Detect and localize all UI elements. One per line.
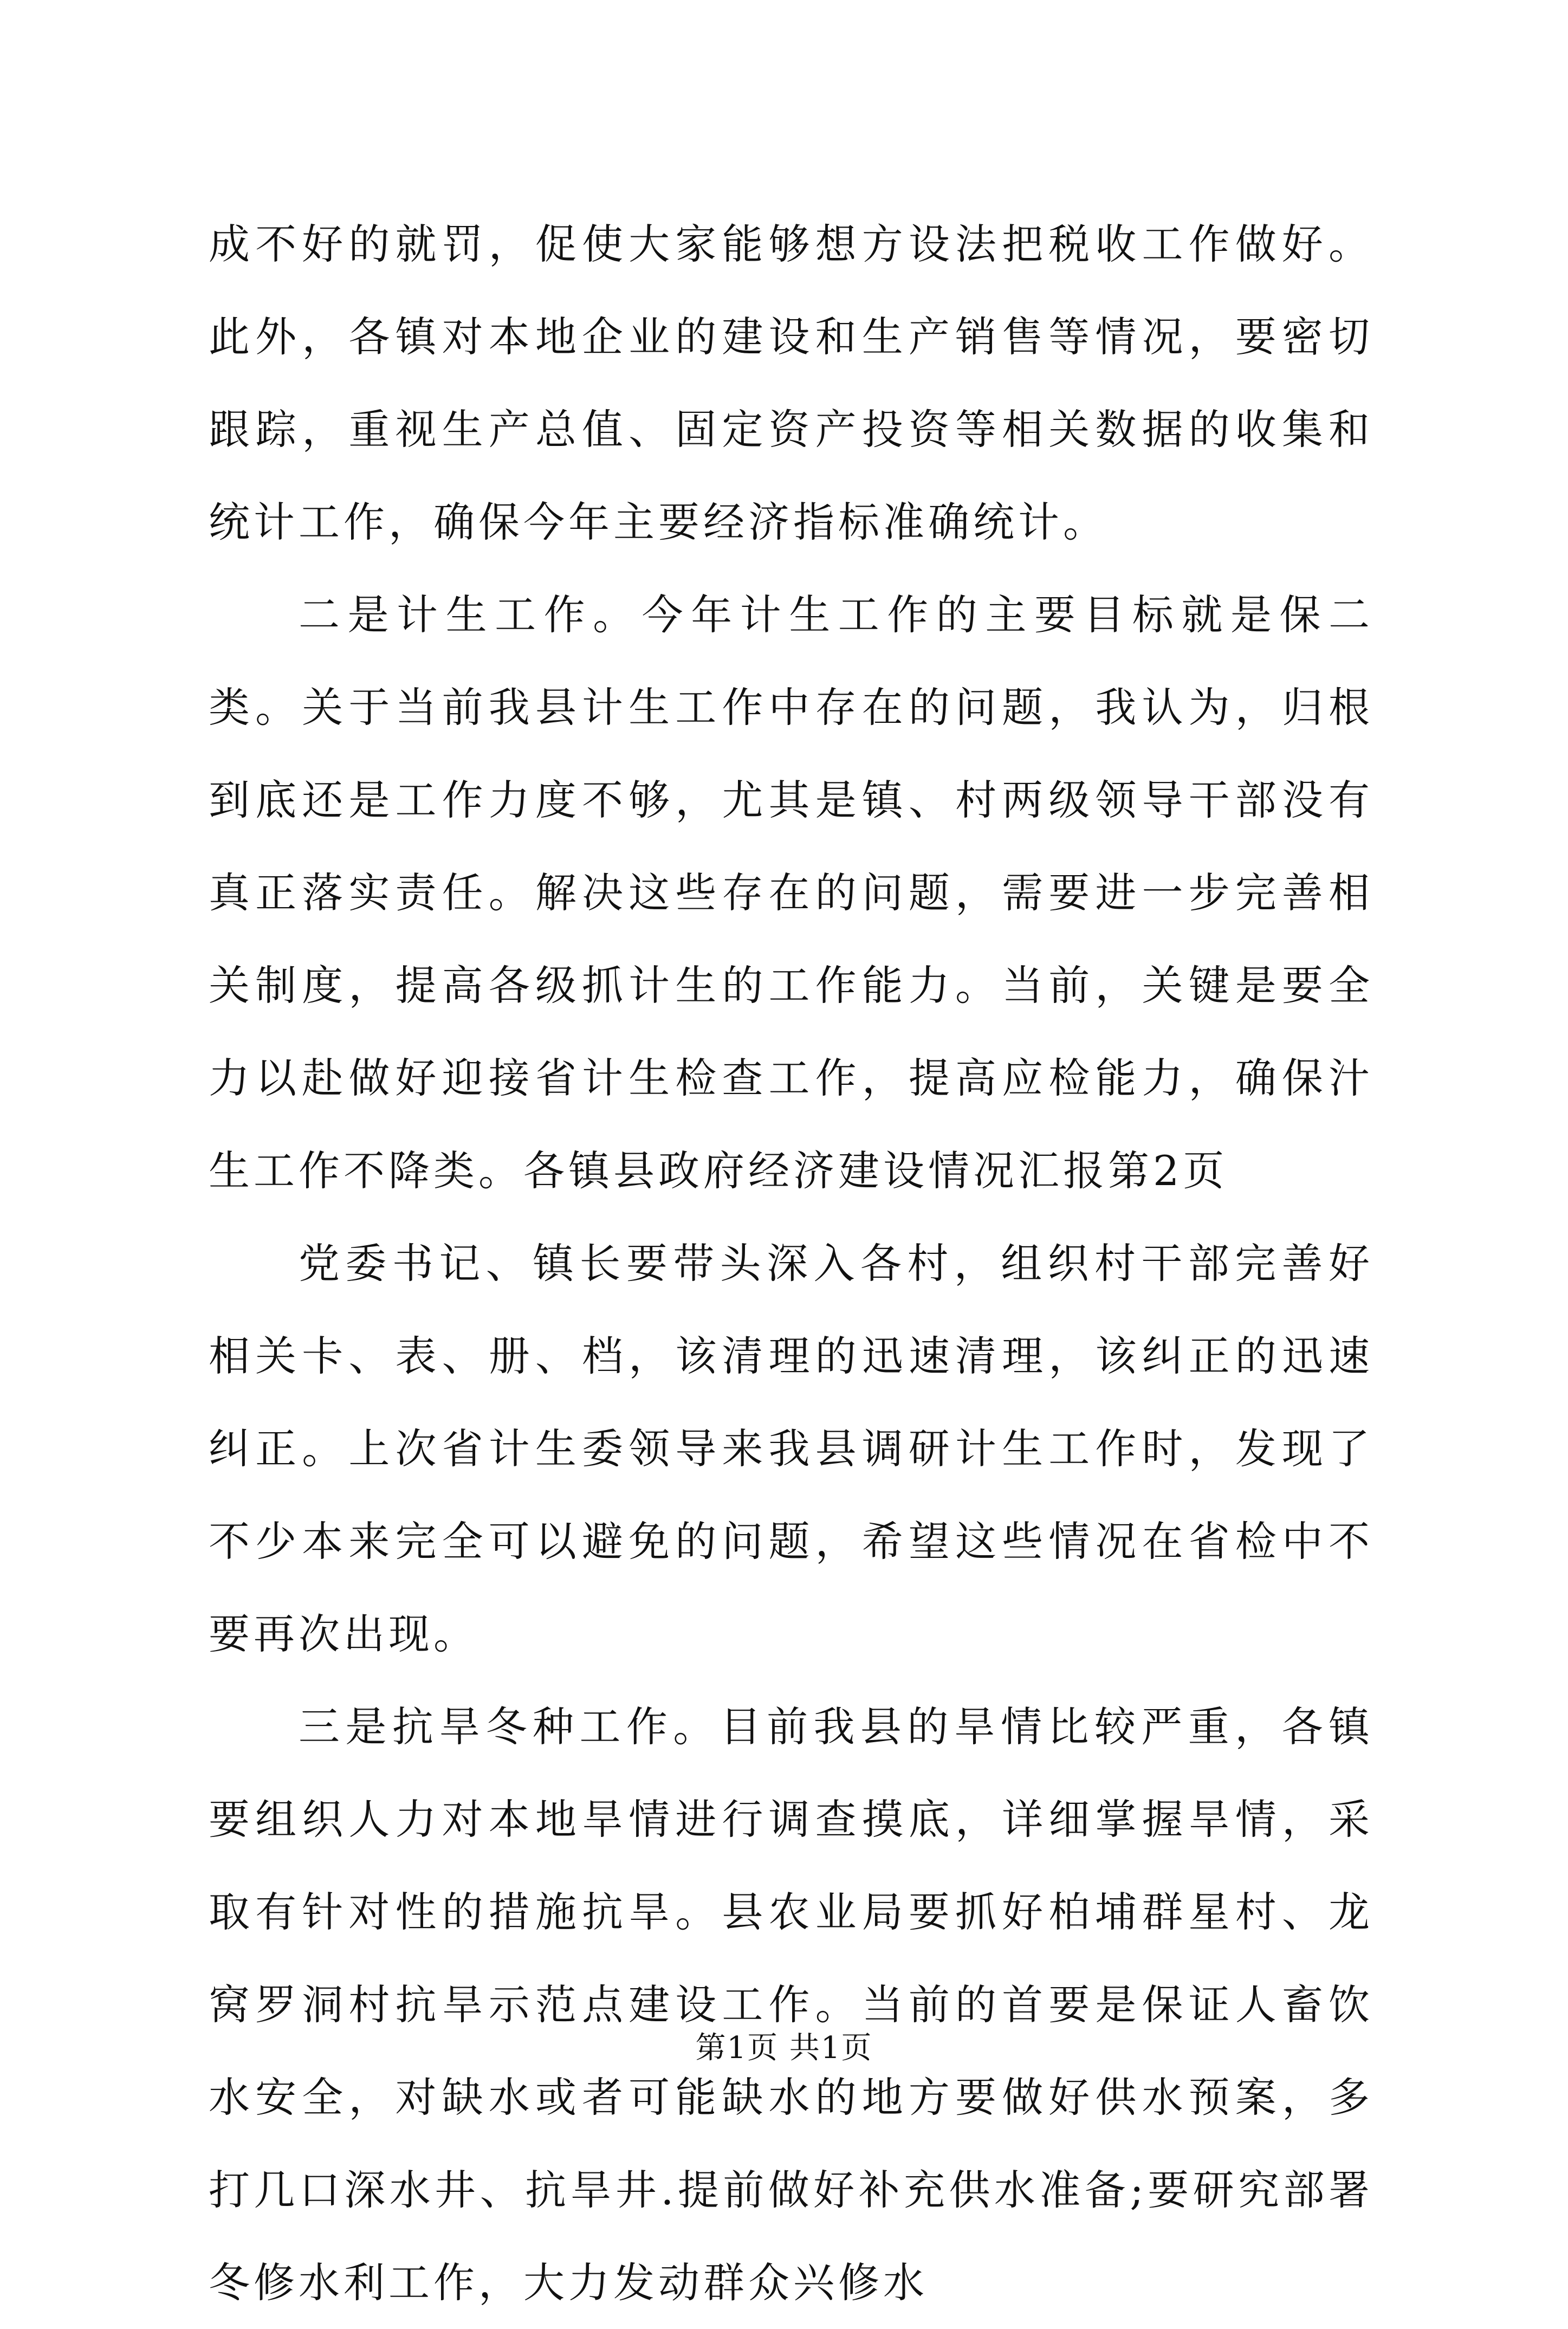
paragraph-4: 三是抗旱冬种工作。目前我县的旱情比较严重，各镇要组织人力对本地旱情进行调查摸底，详细掌握旱情，采取有针对性的措施抗旱。县农业局要抓好柏埔群星村、龙窝罗洞村抗旱示范点建设工作。当前的首要是保证人畜饮水安全，对缺水或者可能缺水的地方要做好供水预案，多打几口深水井、抗旱井.提前做好补充供水准备;要研究部署冬修水利工作，大力发动群众兴修水 — [209, 1703, 1373, 2307]
paragraph-1: 成不好的就罚，促使大家能够想方设法把税收工作做好。此外，各镇对本地企业的建设和生产销售等情况，要密切跟踪，重视生产总值、固定资产投资等相关数据的收集和统计工作，确保今年主要经济指标准确统计。 — [209, 220, 1373, 546]
page-footer: 第1页 共1页 — [695, 2030, 873, 2066]
document-body — [209, 198, 1373, 2329]
paragraph-2: 二是计生工作。今年计生工作的主要目标就是保二类。关于当前我县计生工作中存在的问题，我认为，归根到底还是工作力度不够，尤其是镇、村两级领导干部没有真正落实责任。解决这些存在的问题，需要进一步完善相关制度，提高各级抓计生的工作能力。当前，关键是要全力以赴做好迎接省计生检查工作，提高应检能力，确保汁生工作不降类。各镇县政府经济建设情况汇报第2页 — [209, 591, 1373, 1195]
paragraph-3: 党委书记、镇长要带头深入各村，组织村干部完善好相关卡、表、册、档，该清理的迅速清理，该纠正的迅速纠正。上次省计生委领导来我县调研计生工作时，发现了不少本来完全可以避免的问题，希望这些情况在省检中不要再次出现。 — [209, 1239, 1373, 1658]
